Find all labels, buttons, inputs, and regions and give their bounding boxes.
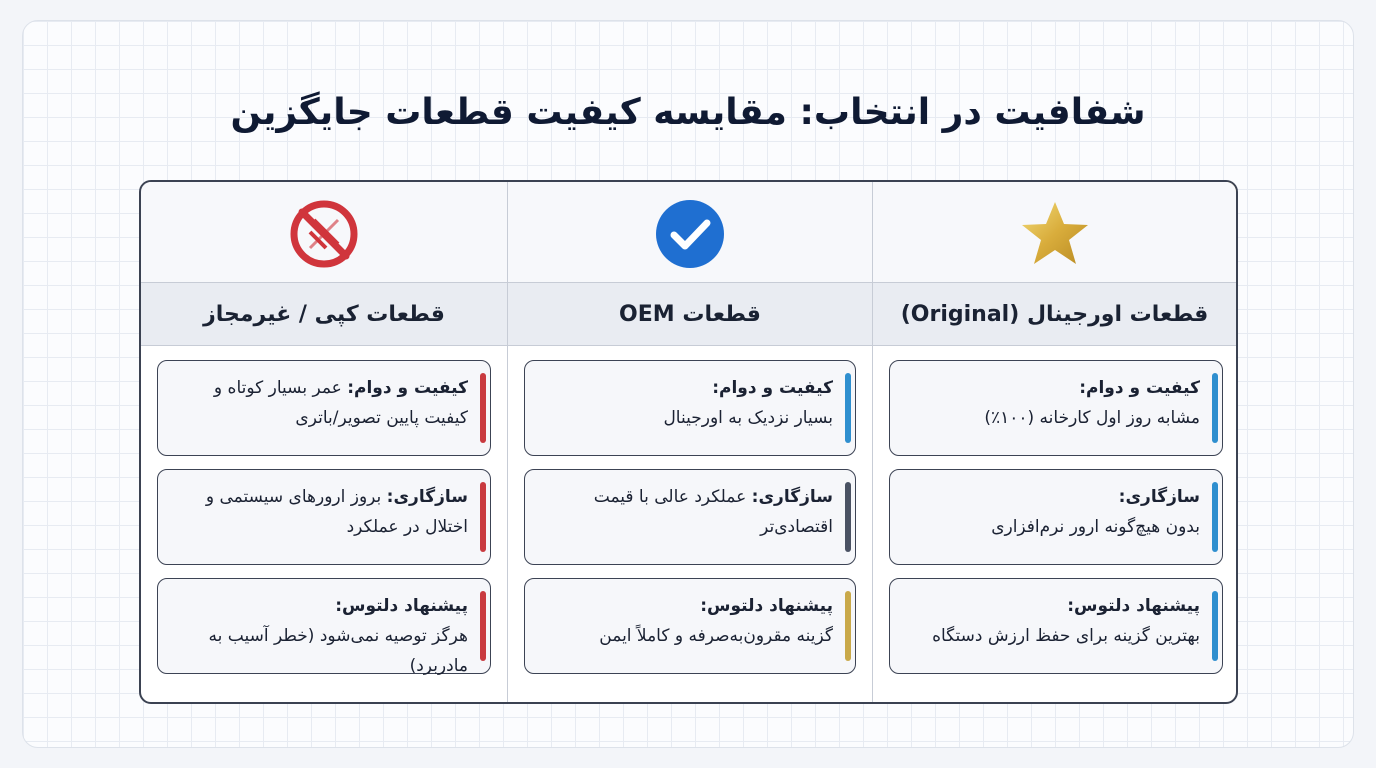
column-header: قطعات OEM xyxy=(508,282,872,346)
column-header: قطعات کپی / غیرمجاز xyxy=(141,282,507,346)
column-header: قطعات اورجینال (Original) xyxy=(873,282,1236,346)
card-quality: کیفیت و دوام: بسیار نزدیک به اورجینال xyxy=(524,360,856,456)
card-recommendation: پیشنهاد دلتوس: گزینه مقرون‌به‌صرفه و کاملاً ایمن xyxy=(524,578,856,674)
card-compatibility: سازگاری: عملکرد عالی با قیمت اقتصادی‌تر xyxy=(524,469,856,565)
column-copy-parts xyxy=(141,182,507,702)
page-title: شفافیت در انتخاب: مقایسه کیفیت قطعات جایگزین xyxy=(230,92,1146,133)
card-recommendation: پیشنهاد دلتوس: هرگز توصیه نمی‌شود (خطر آسیب به مادربرد) xyxy=(157,578,491,674)
check-badge-icon xyxy=(654,198,726,270)
comparison-table xyxy=(139,180,1238,704)
card-compatibility: سازگاری: بدون هیچ‌گونه ارور نرم‌افزاری xyxy=(889,469,1223,565)
star-icon xyxy=(1019,198,1091,270)
card-quality: کیفیت و دوام: عمر بسیار کوتاه و کیفیت پایین تصویر/باتری xyxy=(157,360,491,456)
card-compatibility: سازگاری: بروز ارورهای سیستمی و اختلال در عملکرد xyxy=(157,469,491,565)
card-quality: کیفیت و دوام: مشابه روز اول کارخانه (۱۰۰٪) xyxy=(889,360,1223,456)
prohibited-icon xyxy=(288,198,360,270)
column-original-parts xyxy=(873,182,1236,702)
card-recommendation: پیشنهاد دلتوس: بهترین گزینه برای حفظ ارزش دستگاه xyxy=(889,578,1223,674)
column-oem-parts xyxy=(508,182,872,702)
